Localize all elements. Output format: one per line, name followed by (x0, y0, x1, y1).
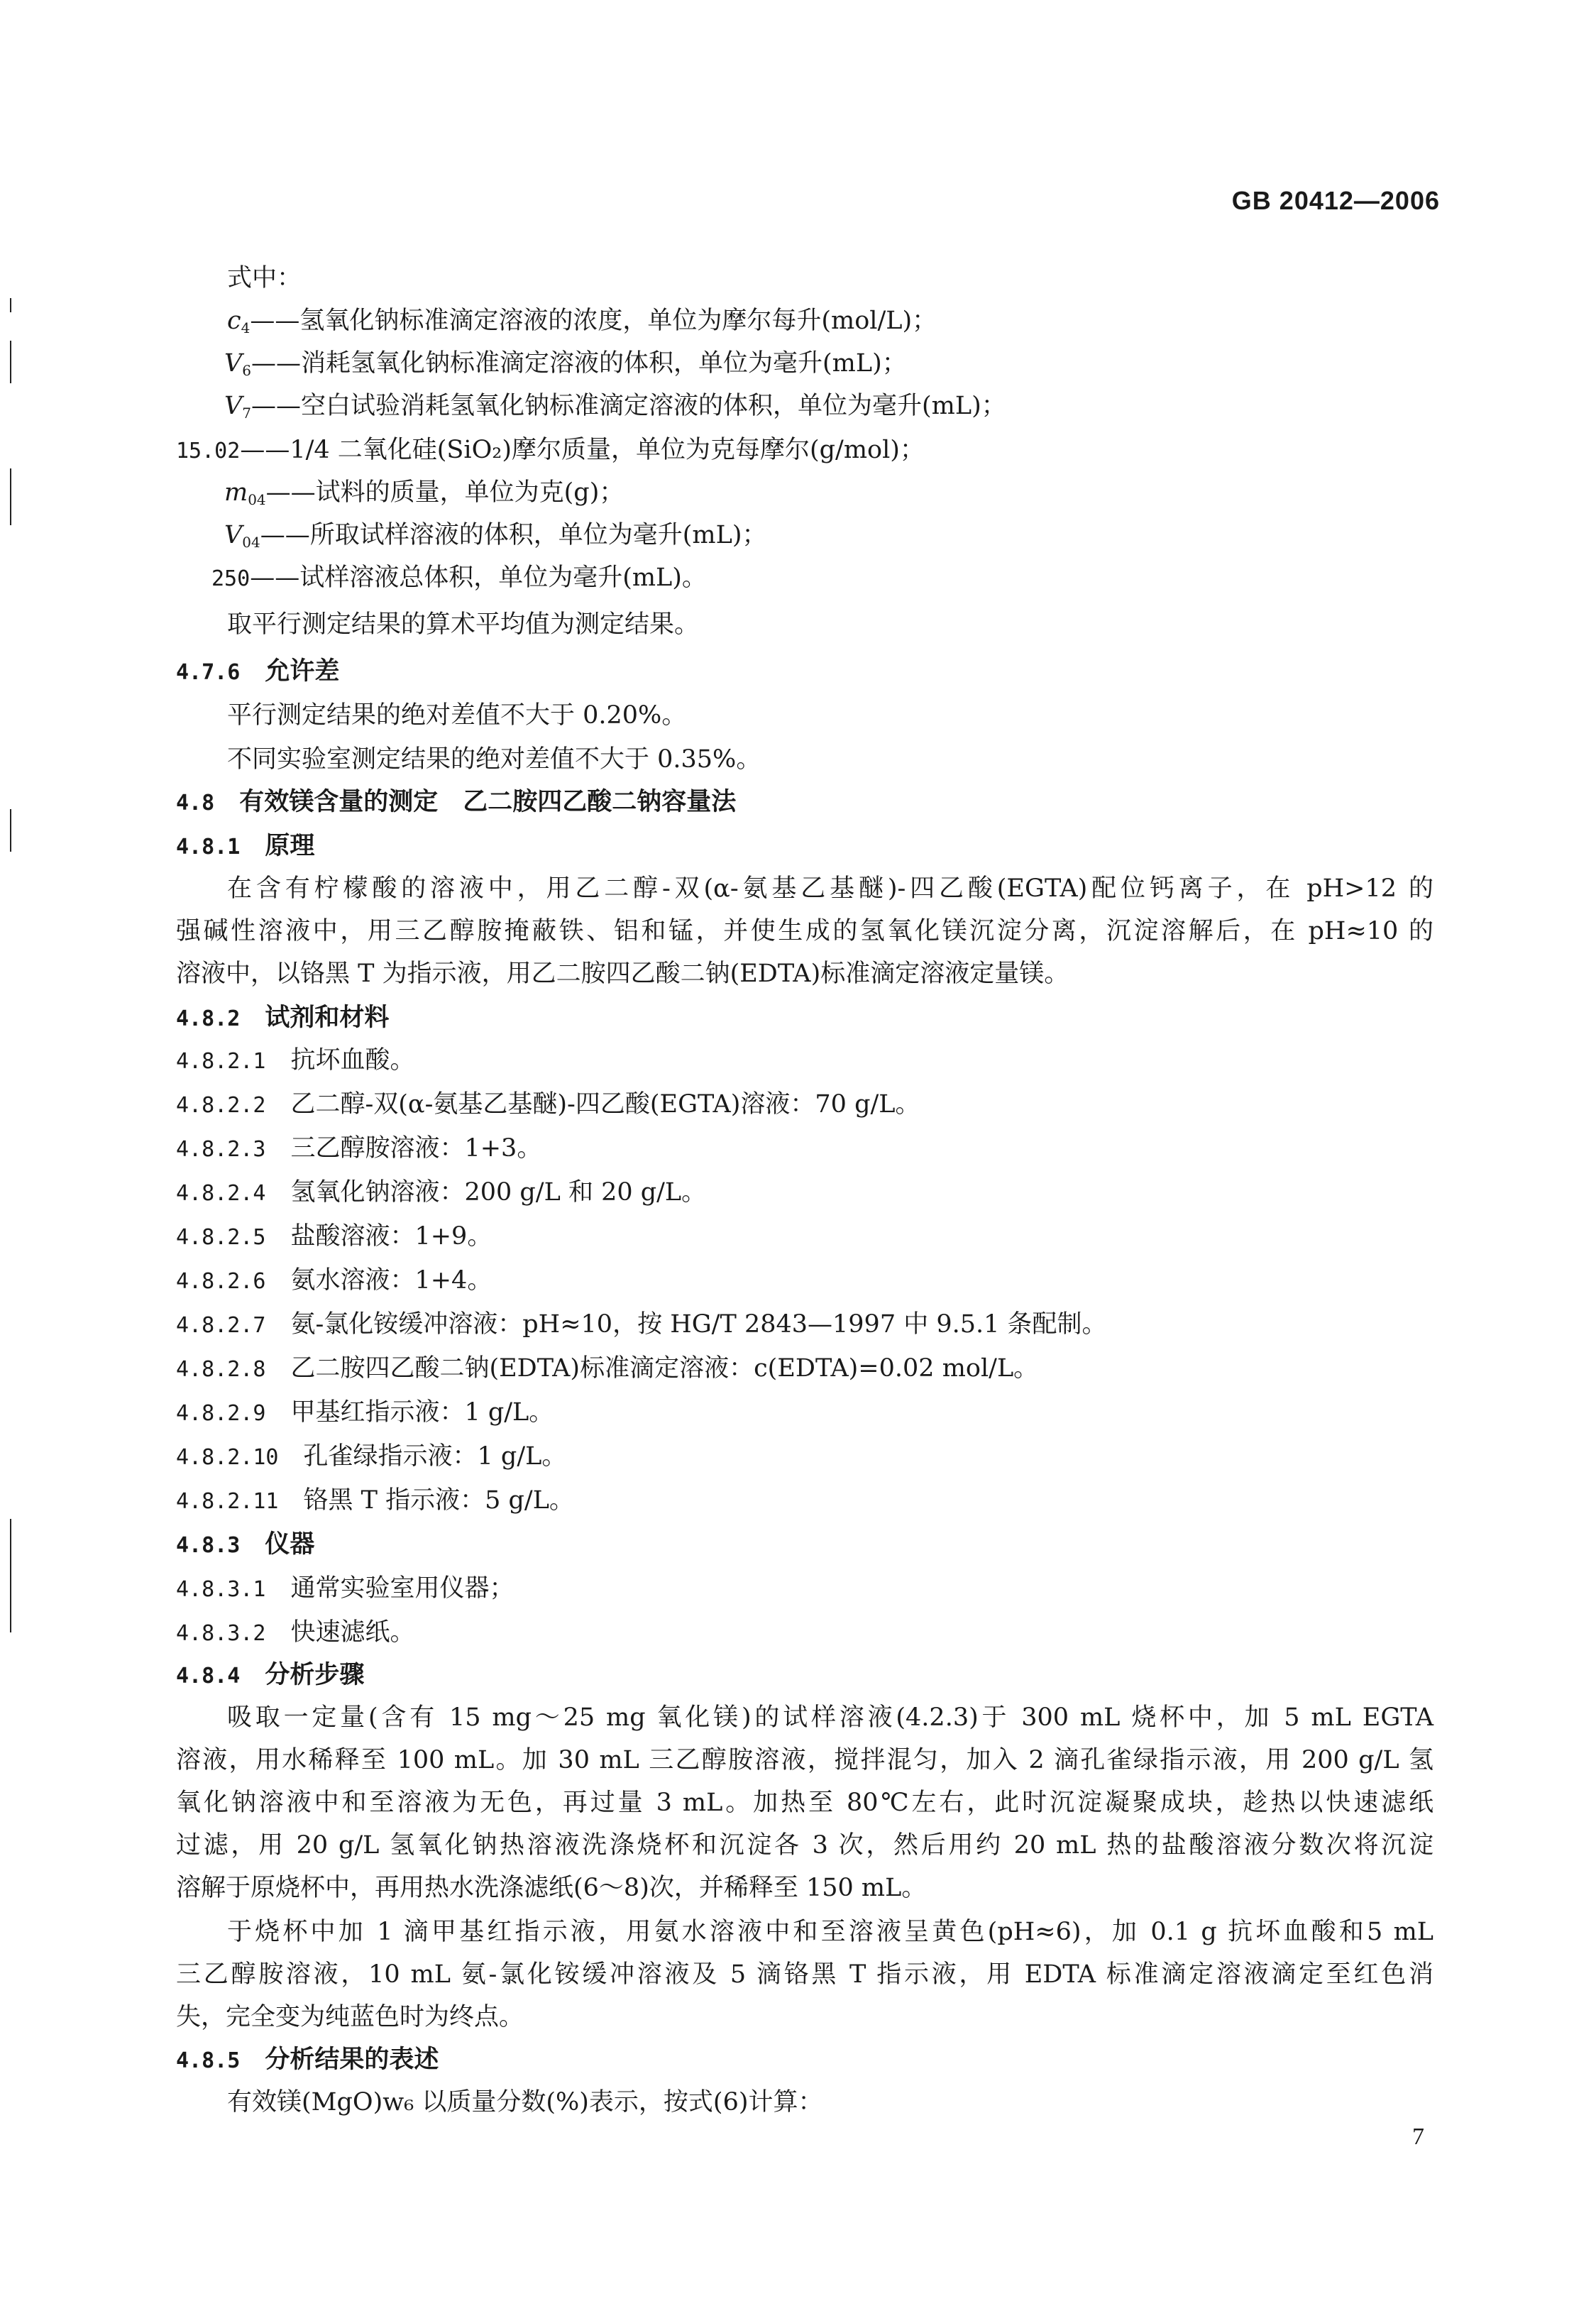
scan-margin-mark (10, 468, 11, 525)
procedure-paragraph-line: 氧化钠溶液中和至溶液为无色，再过量 3 mL。加热至 80℃左右，此时沉淀凝聚成块，趁热以快速滤纸 (176, 1789, 1433, 1817)
section-heading-4-8-2: 4.8.2 试剂和材料 (176, 1003, 390, 1032)
reagent-item: 4.8.2.8 乙二胺四乙酸二钠(EDTA)标准滴定溶液：c(EDTA)=0.02 mol/L。 (176, 1354, 1039, 1383)
procedure-paragraph-line: 溶解于原烧杯中，再用热水洗涤滤纸(6～8)次，并稀释至 150 mL。 (176, 1874, 927, 1902)
reagent-item: 4.8.2.7 氨-氯化铵缓冲溶液：pH≈10，按 HG/T 2843—1997 中 9.5.1 条配制。 (176, 1310, 1107, 1339)
section-heading-4-8-3: 4.8.3 仪器 (176, 1530, 315, 1559)
reagent-item: 4.8.2.4 氢氧化钠溶液：200 g/L 和 20 g/L。 (176, 1178, 707, 1207)
procedure-paragraph-line: 于烧杯中加 1 滴甲基红指示液，用氨水溶液中和至溶液呈黄色(pH≈6)，加 0.1 g 抗坏血酸和5 mL (227, 1918, 1433, 1946)
variable-definition: $c_4——$氢氧化钠标准滴定溶液的浓度，单位为摩尔每升(mol/L)； (227, 307, 937, 336)
scan-margin-mark (10, 1519, 11, 1632)
instrument-item: 4.8.3.1 通常实验室用仪器； (176, 1574, 514, 1603)
variable-definition: $V_6——$消耗氢氧化钠标准滴定溶液的体积，单位为毫升(mL)； (224, 349, 907, 379)
section-heading-4-8: 4.8 有效镁含量的测定 乙二胺四乙酸二钠容量法 (176, 787, 737, 816)
reagent-item: 4.8.2.6 氨水溶液：1+4。 (176, 1266, 492, 1295)
tolerance-text: 不同实验室测定结果的绝对差值不大于 0.35%。 (227, 745, 761, 774)
scan-margin-mark (10, 341, 11, 383)
section-heading-4-8-5: 4.8.5 分析结果的表述 (176, 2045, 439, 2074)
variable-definition: $V_{04}——$所取试样溶液的体积，单位为毫升(mL)； (224, 521, 767, 551)
variable-definition: $V_7——$空白试验消耗氢氧化钠标准滴定溶液的体积，单位为毫升(mL)； (224, 392, 1006, 422)
instrument-item: 4.8.3.2 快速滤纸。 (176, 1618, 415, 1647)
document-number: GB 20412—2006 (1231, 186, 1440, 215)
procedure-paragraph-line: 失，完全变为纯蓝色时为终点。 (176, 2003, 524, 2031)
variable-definition: 15.02——1/4 二氧化硅(SiO₂)摩尔质量，单位为克每摩尔(g/mol)； (176, 436, 925, 464)
procedure-paragraph-line: 吸取一定量(含有 15 mg～25 mg 氧化镁)的试样溶液(4.2.3)于 300 mL 烧杯中，加 5 mL EGTA (227, 1703, 1433, 1732)
procedure-paragraph-line: 过滤，用 20 g/L 氢氧化钠热溶液洗涤烧杯和沉淀各 3 次，然后用约 20 mL 热的盐酸溶液分数次将沉淀 (176, 1831, 1433, 1860)
scan-margin-mark (10, 809, 11, 852)
where-label: 式中： (227, 264, 302, 292)
reagent-item: 4.8.2.10 孔雀绿指示液：1 g/L。 (176, 1442, 567, 1471)
tolerance-text: 平行测定结果的绝对差值不大于 0.20%。 (227, 701, 687, 730)
reagent-item: 4.8.2.5 盐酸溶液：1+9。 (176, 1222, 492, 1251)
procedure-paragraph-line: 溶液，用水稀释至 100 mL。加 30 mL 三乙醇胺溶液，搅拌混匀，加入 2 滴孔雀绿指示液，用 200 g/L 氢 (176, 1746, 1433, 1774)
procedure-paragraph-line: 三乙醇胺溶液，10 mL 氨-氯化铵缓冲溶液及 5 滴铬黑 T 指示液，用 EDTA 标准滴定溶液滴定至红色消 (176, 1960, 1433, 1989)
section-heading-4-8-1: 4.8.1 原理 (176, 831, 315, 860)
section-heading-4-8-4: 4.8.4 分析步骤 (176, 1660, 365, 1689)
variable-definition: $m_{04}——$试料的质量，单位为克(g)； (224, 478, 624, 508)
reagent-item: 4.8.2.11 铬黑 T 指示液：5 g/L。 (176, 1486, 574, 1515)
reagent-item: 4.8.2.2 乙二醇-双(α-氨基乙基醚)-四乙酸(EGTA)溶液：70 g/L。 (176, 1090, 920, 1119)
section-heading-4-7-6: 4.7.6 允许差 (176, 657, 340, 686)
principle-paragraph-line: 溶液中，以铬黑 T 为指示液，用乙二胺四乙酸二钠(EDTA)标准滴定溶液定量镁。 (176, 960, 1069, 988)
page-number: 7 (1412, 2124, 1424, 2150)
principle-paragraph-line: 在含有柠檬酸的溶液中，用乙二醇-双(α-氨基乙基醚)-四乙酸(EGTA)配位钙离子，在 pH>12 的 (227, 874, 1433, 903)
variable-definition: 250——试样溶液总体积，单位为毫升(mL)。 (211, 564, 707, 592)
reagent-item: 4.8.2.9 甲基红指示液：1 g/L。 (176, 1398, 554, 1427)
principle-paragraph-line: 强碱性溶液中，用三乙醇胺掩蔽铁、铝和锰，并使生成的氢氧化镁沉淀分离，沉淀溶解后，在 pH≈10 的 (176, 917, 1433, 945)
reagent-item: 4.8.2.3 三乙醇胺溶液：1+3。 (176, 1134, 542, 1163)
scan-margin-mark (10, 298, 11, 312)
reagent-item: 4.8.2.1 抗坏血酸。 (176, 1046, 415, 1075)
result-note: 取平行测定结果的算术平均值为测定结果。 (227, 610, 700, 639)
result-intro: 有效镁(MgO)w₆ 以质量分数(%)表示，按式(6)计算： (227, 2088, 823, 2116)
